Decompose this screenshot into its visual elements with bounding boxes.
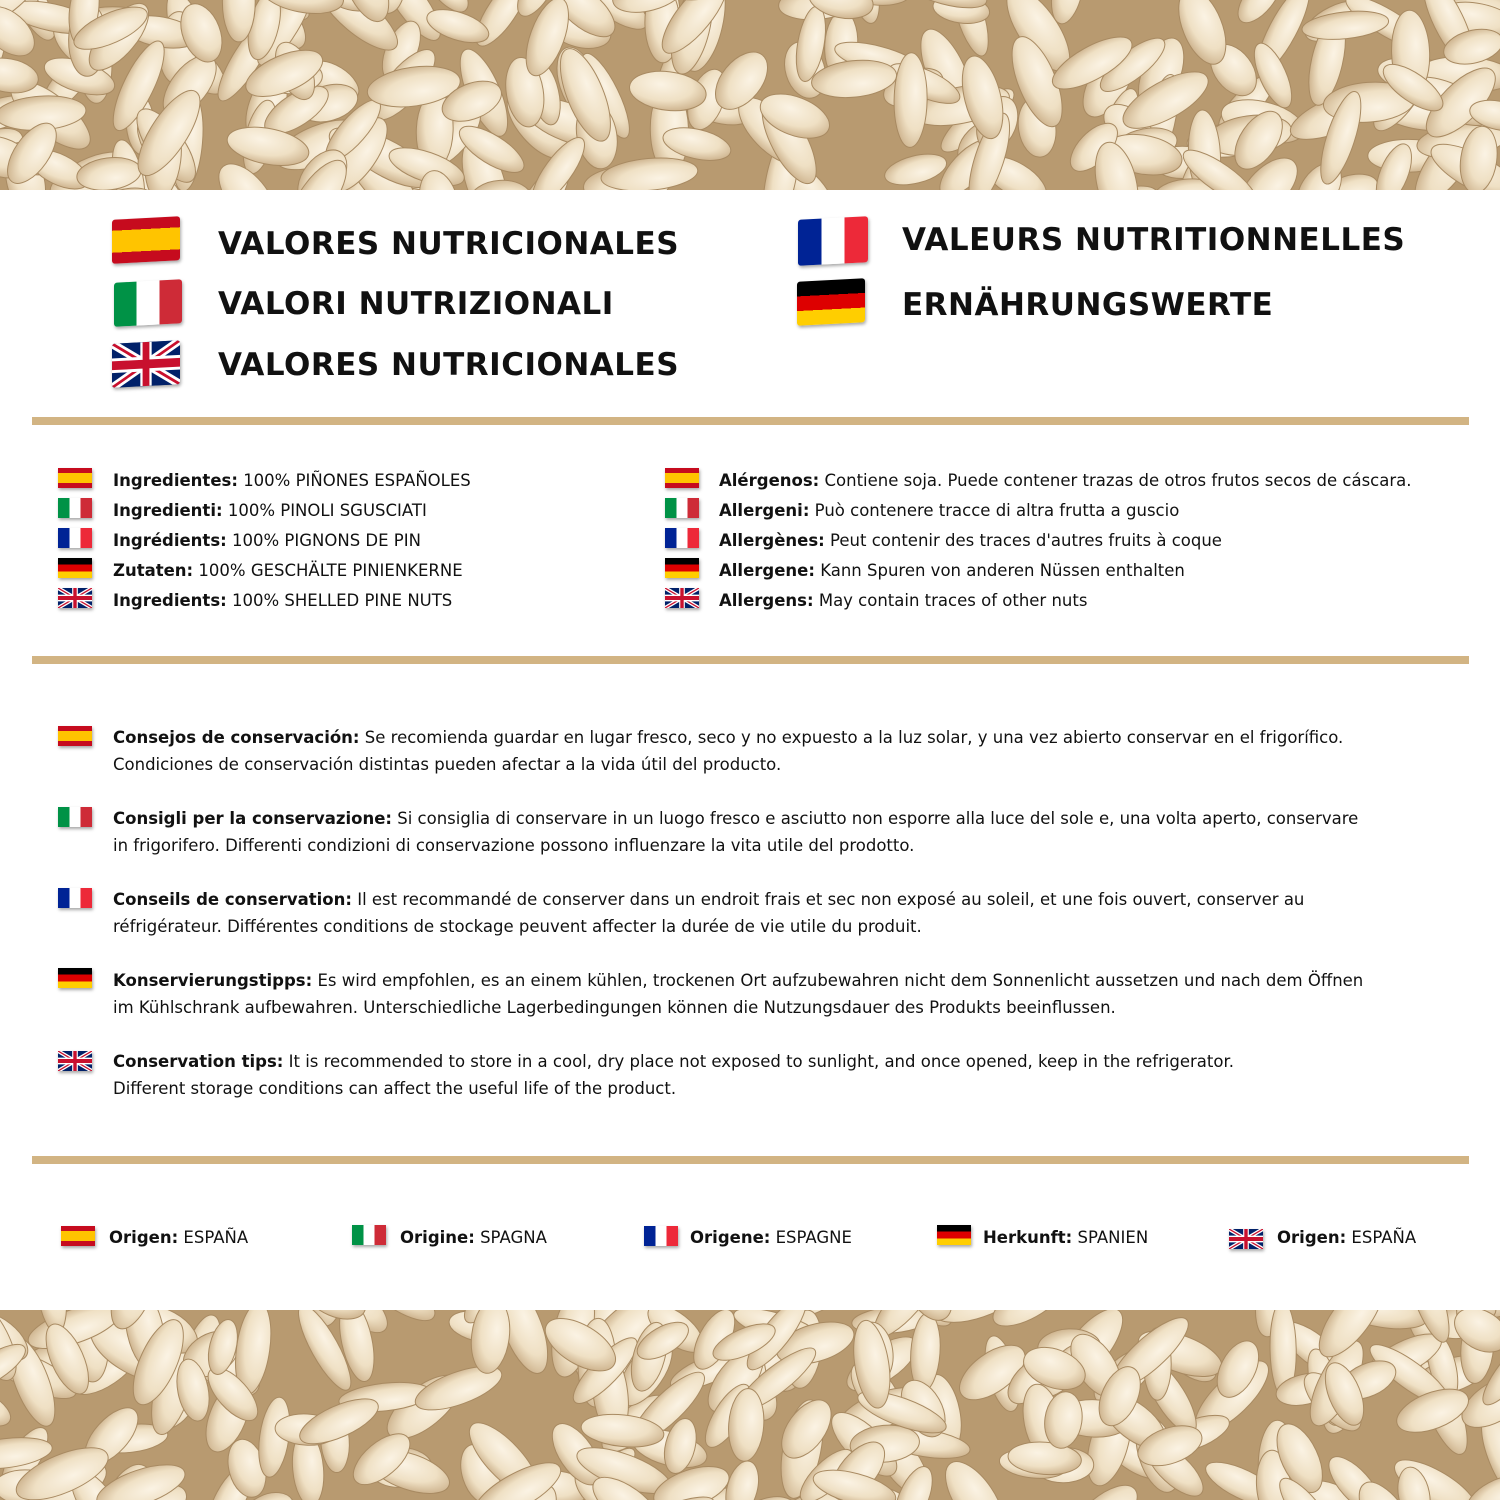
france-flag-icon <box>58 888 92 908</box>
ingredients-fr: Ingrédients: 100% PIGNONS DE PIN <box>113 531 421 550</box>
france-flag-icon <box>644 1226 678 1246</box>
title-de: ERNÄHRUNGSWERTE <box>902 287 1274 323</box>
germany-flag-icon <box>58 968 92 988</box>
spain-flag-icon <box>58 726 92 746</box>
origin-es: Origen: ESPAÑA <box>109 1228 249 1247</box>
origin-fr: Origene: ESPAGNE <box>690 1228 852 1247</box>
ingredients-uk: Ingredients: 100% SHELLED PINE NUTS <box>113 591 453 610</box>
conservation-fr: Conseils de conservation: Il est recommandé de conserver dans un endroit frais et sec non exposé au soleil, et une fois ouvert, conserver au réfrigérateur. Différentes conditions de stockage peuvent affecter la durée de vie utile du produit. <box>113 890 1305 936</box>
italy-flag-icon <box>58 807 92 827</box>
title-fr: VALEURS NUTRITIONNELLES <box>902 222 1406 258</box>
germany-flag-icon <box>58 558 92 578</box>
uk-flag-icon <box>112 340 180 388</box>
divider <box>32 1156 1469 1164</box>
pine-nuts-photo-bottom <box>0 1310 1500 1500</box>
spain-flag-icon <box>112 216 180 264</box>
allergens-it: Allergeni: Può contenere tracce di altra frutta a guscio <box>719 501 1180 520</box>
origin-uk: Origen: ESPAÑA <box>1277 1228 1417 1247</box>
italy-flag-icon <box>114 279 182 327</box>
ingredients-de: Zutaten: 100% GESCHÄLTE PINIENKERNE <box>113 561 463 580</box>
conservation-es: Consejos de conservación: Se recomienda guardar en lugar fresco, seco y no expuesto a la luz solar, y una vez abierto conservar en el frigorífico. Condiciones de conservación distintas pueden afectar a la vida útil del producto. <box>113 728 1344 774</box>
italy-flag-icon <box>58 498 92 518</box>
origin-de: Herkunft: SPANIEN <box>983 1228 1149 1247</box>
divider <box>32 417 1469 425</box>
ingredients-it: Ingredienti: 100% PINOLI SGUSCIATI <box>113 501 427 520</box>
conservation-uk: Conservation tips: It is recommended to store in a cool, dry place not exposed to sunlight, and once opened, keep in the refrigerator. Different storage conditions can affect the useful life of the product. <box>113 1052 1234 1098</box>
title-uk: VALORES NUTRICIONALES <box>218 347 680 383</box>
uk-flag-icon <box>665 588 699 608</box>
germany-flag-icon <box>665 558 699 578</box>
spain-flag-icon <box>61 1226 95 1246</box>
title-es: VALORES NUTRICIONALES <box>218 226 680 262</box>
uk-flag-icon <box>58 588 92 608</box>
spain-flag-icon <box>665 468 699 488</box>
title-it: VALORI NUTRIZIONALI <box>218 286 614 322</box>
conservation-it: Consigli per la conservazione: Si consiglia di conservare in un luogo fresco e asciutto non esporre alla luce del sole e, una volta aperto, conservare in frigorifero. Differenti condizioni di conservazione possono influenzare la vita utile del prodotto. <box>113 809 1359 855</box>
origin-it: Origine: SPAGNA <box>400 1228 547 1247</box>
allergens-es: Alérgenos: Contiene soja. Puede contener trazas de otros frutos secos de cáscara. <box>719 471 1412 490</box>
france-flag-icon <box>798 216 868 266</box>
divider <box>32 656 1469 664</box>
italy-flag-icon <box>665 498 699 518</box>
germany-flag-icon <box>797 278 865 326</box>
uk-flag-icon <box>1229 1229 1263 1249</box>
allergens-fr: Allergènes: Peut contenir des traces d'autres fruits à coque <box>719 531 1222 550</box>
germany-flag-icon <box>937 1225 971 1245</box>
uk-flag-icon <box>58 1051 92 1071</box>
spain-flag-icon <box>58 468 92 488</box>
france-flag-icon <box>58 528 92 548</box>
ingredients-es: Ingredientes: 100% PIÑONES ESPAÑOLES <box>113 471 471 490</box>
conservation-de: Konservierungstipps: Es wird empfohlen, es an einem kühlen, trockenen Ort aufzubewahren nicht dem Sonnenlicht aussetzen und nach dem Öffnen im Kühlschrank aufbewahren. Unterschiedliche Lagerbedingungen können die Nutzungsdauer des Produkts beeinflussen. <box>113 971 1364 1017</box>
france-flag-icon <box>665 528 699 548</box>
pine-nuts-photo-top <box>0 0 1500 190</box>
allergens-uk: Allergens: May contain traces of other nuts <box>719 591 1088 610</box>
allergens-de: Allergene: Kann Spuren von anderen Nüssen enthalten <box>719 561 1185 580</box>
italy-flag-icon <box>352 1225 386 1245</box>
